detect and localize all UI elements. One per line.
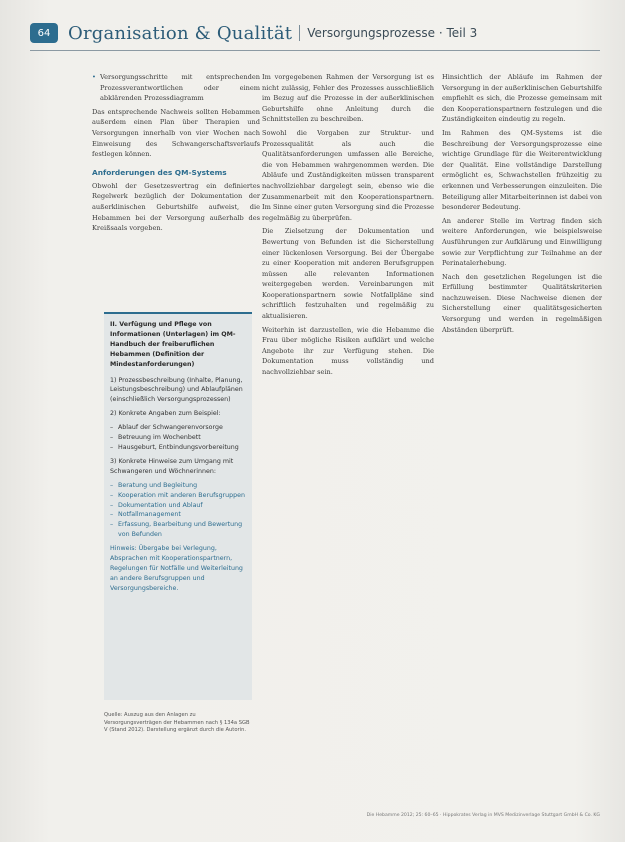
info-box-title: II. Verfügung und Pflege von Informationen (Unterlagen) im QM-Handbuch der freiberuflichen Hebammen (Definition der Mindestanforderungen) xyxy=(110,321,236,368)
page-subtitle: Versorgungsprozesse · Teil 3 xyxy=(307,26,478,40)
info-box-source-note: Quelle: Auszug aus den Anlagen zu Versorgungsverträgen der Hebammen nach § 134a SGB V (Stand 2012). Darstellung ergänzt durch die Autorin. xyxy=(104,712,250,734)
column-3-para-1: Hinsichtlich der Abläufe im Rahmen der Versorgung in der außerklinischen Geburtshilfe empfiehlt es sich, die Prozesse gemeinsam mit den Kooperationspartnern festzulegen und die Zuständigkeiten eindeutig zu regeln. xyxy=(442,73,602,124)
column-2 xyxy=(262,72,434,381)
info-box-list-2 xyxy=(110,481,246,540)
column-3-para-4: Nach den gesetzlichen Regelungen ist die Erfüllung bestimmter Qualitätskriterien nachzuweisen. Diese Nachweise dienen der Sicherstellung einer qualitätsgesicherten Versorgung und werden in regelmäßigen Abständen überprüft. xyxy=(442,272,602,334)
list-item: – Erfassung, Bearbeitung und Bewertung von Befunden xyxy=(110,520,246,540)
list-item: – Betreuung im Wochenbett xyxy=(110,433,246,443)
list-item: – Kooperation mit anderen Berufsgruppen xyxy=(110,491,246,501)
list-item: – Dokumentation und Ablauf xyxy=(110,501,246,511)
column-1-para-2: Obwohl der Gesetzesvertrag ein definiertes Regelwerk bezüglich der Dokumentation der außerklinischen Geburtshilfe aufweist, die Hebammen bei der Versorgung außerhalb des Kreißsaals vorgeben. xyxy=(92,181,260,233)
page-title: Organisation & Qualität xyxy=(68,22,293,44)
page-number: 64 xyxy=(30,23,58,43)
title-separator xyxy=(299,25,300,41)
info-box-list-1 xyxy=(110,423,246,453)
column-1 xyxy=(92,72,260,237)
column-2-para-1: Im vorgegebenen Rahmen der Versorgung ist es nicht zulässig, Fehler des Prozesses ausschließlich im Bezug auf die Prozesse in der außerklinischen Geburtshilfe ohne Anleitung durch die Schnittstellen zu beschreiben. xyxy=(262,73,434,124)
column-3 xyxy=(442,72,602,338)
column-2-para-4: Weiterhin ist darzustellen, wie die Hebamme die Frau über mögliche Risiken aufklärt und welche Angebote ihr zur Verfügung stehen. Die Dokumentation muss vollständig und nachvollziehbar sein. xyxy=(262,325,434,377)
info-box-para-4: Hinweis: Übergabe bei Verlegung, Absprachen mit Kooperationspartnern, Regelungen für Notfälle und Weiterleitung an andere Berufsgruppen und Versorgungsbereiche. xyxy=(110,545,243,592)
column-2-para-2: Sowohl die Vorgaben zur Struktur- und Prozessqualität als auch die Qualitätsanforderungen umfassen alle Bereiche, die von Hebammen wahrgenommen werden. Die Abläufe und Zuständigkeiten müssen transparent nachvollziehbar dargelegt sein, ebenso wie die Zusammenarbeit mit den Kooperationspartnern. Im Sinne einer guten Versorgung sind die Prozesse regelmäßig zu überprüfen. xyxy=(262,128,434,222)
column-1-para-1: Das entsprechende Nachweis sollten Hebammen außerdem einen Plan über Therapien und Versorgungen innerhalb von vier Wochen nach Einweisung des Schwangerschaftsverlaufs festlegen können. xyxy=(92,107,260,159)
column-2-para-3: Die Zielsetzung der Dokumentation und Bewertung von Befunden ist die Sicherstellung einer lückenlosen Versorgung. Bei der Übergabe zu einer Kooperation mit anderen Berufsgruppen müssen alle relevanten Informationen weitergegeben werden. Vereinbarungen mit Kooperationspartnern sowie Notfallpläne sind schriftlich festzuhalten und regelmäßig zu aktualisieren. xyxy=(262,227,434,321)
column-1-bullet: • Versorgungsschritte mit entsprechenden Prozessverantwortlichen oder einem abklärenden Prozessdiagramm xyxy=(92,72,260,104)
page-header xyxy=(30,20,600,46)
list-item: – Ablauf der Schwangerenvorsorge xyxy=(110,423,246,433)
info-box xyxy=(104,312,252,700)
list-item: – Notfallmanagement xyxy=(110,510,246,520)
list-item: – Beratung und Begleitung xyxy=(110,481,246,491)
section-heading: Anforderungen des QM-Systems xyxy=(92,167,227,177)
info-box-para-2: 2) Konkrete Angaben zum Beispiel: xyxy=(110,410,221,418)
info-box-para-3: 3) Konkrete Hinweise zum Umgang mit Schwangeren und Wöchnerinnen: xyxy=(110,457,234,475)
list-item: – Hausgeburt, Entbindungsvorbereitung xyxy=(110,443,246,453)
column-3-para-3: An anderer Stelle im Vertrag finden sich weitere Anforderungen, wie beispielsweise Ausführungen zur Aufklärung und Einwilligung sowie zur Verpflichtung zur Teilnahme an der Perinatalerhebung. xyxy=(442,216,602,268)
page-footer: Die Hebamme 2012; 25: 60–65 · Hippokrates Verlag in MVS Medizinverlage Stuttgart GmbH & Co. KG xyxy=(366,813,600,818)
info-box-para-1: 1) Prozessbeschreibung (Inhalte, Planung, Leistungsbeschreibung) und Ablaufplänen (einschließlich Versorgungsprozessen) xyxy=(110,376,243,404)
column-3-para-2: Im Rahmen des QM-Systems ist die Beschreibung der Versorgungsprozesse eine wichtige Grundlage für die Weiterentwicklung der Qualität. Eine vollständige Darstellung ermöglicht es, Schwachstellen frühzeitig zu erkennen und Verbesserungen einzuleiten. Die Beteiligung aller Mitarbeiterinnen ist dabei von besonderer Bedeutung. xyxy=(442,128,602,212)
header-rule xyxy=(30,50,600,51)
